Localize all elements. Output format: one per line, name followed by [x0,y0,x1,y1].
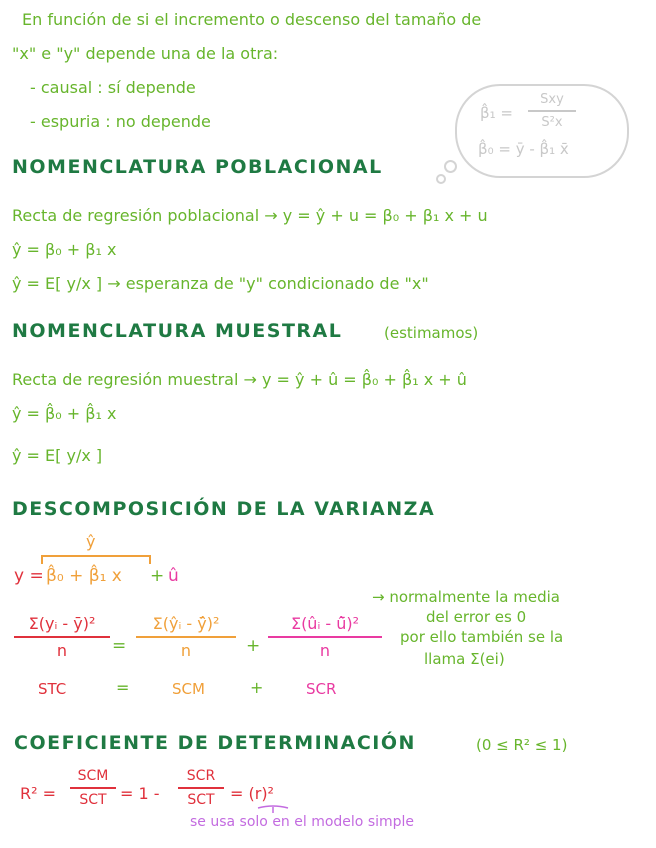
scr-den: n [319,641,331,660]
scm-num: Σ(ŷᵢ - ȳ̂)² [152,614,220,633]
scr-num: Σ(ûᵢ - û̄)² [290,614,360,633]
r2-eq3: = (r)² [230,784,274,803]
stc-num: Σ(yᵢ - ȳ)² [28,614,96,633]
muestral-line-3: ŷ = E[ y/x ] [12,446,103,465]
decomp-y: y = [14,566,44,586]
cloud-b1-fraction [528,92,576,130]
r2-lhs: R² = [20,784,57,803]
heading-muestral: NOMENCLATURA MUESTRAL [12,320,343,342]
fraction-bar [136,636,236,638]
poblacional-line-3: ŷ = E[ y/x ] → esperanza de "y" condicionado de "x" [12,274,429,293]
cloud-bubble [444,160,457,173]
stc-label: STC [38,680,67,698]
scm-plus: + [250,678,264,697]
heading-determinacion: COEFICIENTE DE DETERMINACIÓN [14,732,416,754]
r2-range: (0 ≤ R² ≤ 1) [476,736,568,754]
r2-scm: SCM [77,768,109,784]
intro-line-2: "x" e "y" depende una de la otra: [12,44,279,63]
heading-poblacional: NOMENCLATURA POBLACIONAL [12,156,383,178]
scr-label: SCR [306,680,337,698]
cloud-b1-lhs: β̂₁ = [480,104,513,122]
decomp-u: û [168,566,179,586]
fraction-bar [14,636,110,638]
fraction-bar [528,110,576,112]
scm-label: SCM [172,680,205,698]
scr-fraction [268,614,382,660]
scm-fraction [136,614,236,660]
decomp-equals: = [112,636,127,656]
r2-footnote: se usa solo en el modelo simple [190,814,415,830]
muestral-line-1: Recta de regresión muestral → y = ŷ + û = β̂₀ + β̂₁ x + û [12,370,467,389]
fraction-bar [70,787,116,789]
yhat-bracket [40,553,152,565]
r2-eq2: = 1 - [120,784,160,803]
stc-den: n [56,641,68,660]
cloud-b0: β̂₀ = ȳ - β̂₁ x̄ [478,140,569,158]
cloud-bubble [436,174,446,184]
stc-fraction [14,614,110,660]
cloud-b1-num: Sxy [540,92,564,107]
decomp-plus-2: + [246,636,261,656]
r-squared-underline [256,804,290,814]
error-note-2: del error es 0 [426,608,527,626]
muestral-note: (estimamos) [384,324,479,342]
heading-varianza: DESCOMPOSICIÓN DE LA VARIANZA [12,498,436,520]
r2-sct: SCT [79,792,107,808]
poblacional-line-2: ŷ = β₀ + β₁ x [12,240,117,259]
scm-den: n [180,641,192,660]
r2-fraction-2 [178,768,224,808]
stc-equals: = [116,678,130,697]
intro-item-causal: - causal : sí depende [30,78,196,97]
r2-scr: SCR [186,768,216,784]
fraction-bar [268,636,382,638]
muestral-line-2: ŷ = β̂₀ + β̂₁ x [12,404,117,423]
yhat-label: ŷ [86,532,96,551]
r2-fraction-1 [70,768,116,808]
error-note-1: → normalmente la media [372,588,560,606]
poblacional-line-1: Recta de regresión poblacional → y = ŷ + u = β₀ + β₁ x + u [12,206,488,225]
error-note-3: por ello también se la [400,628,564,646]
r2-sct-2: SCT [187,792,215,808]
error-note-4: llama Σ(ei) [424,650,505,668]
decomp-plus: + [150,566,165,586]
intro-line-1: En función de si el incremento o descenso del tamaño de [22,10,482,29]
cloud-b1-den: S²x [541,115,563,130]
fraction-bar [178,787,224,789]
decomp-mid: β̂₀ + β̂₁ x [46,566,122,586]
intro-item-espuria: - espuria : no depende [30,112,211,131]
